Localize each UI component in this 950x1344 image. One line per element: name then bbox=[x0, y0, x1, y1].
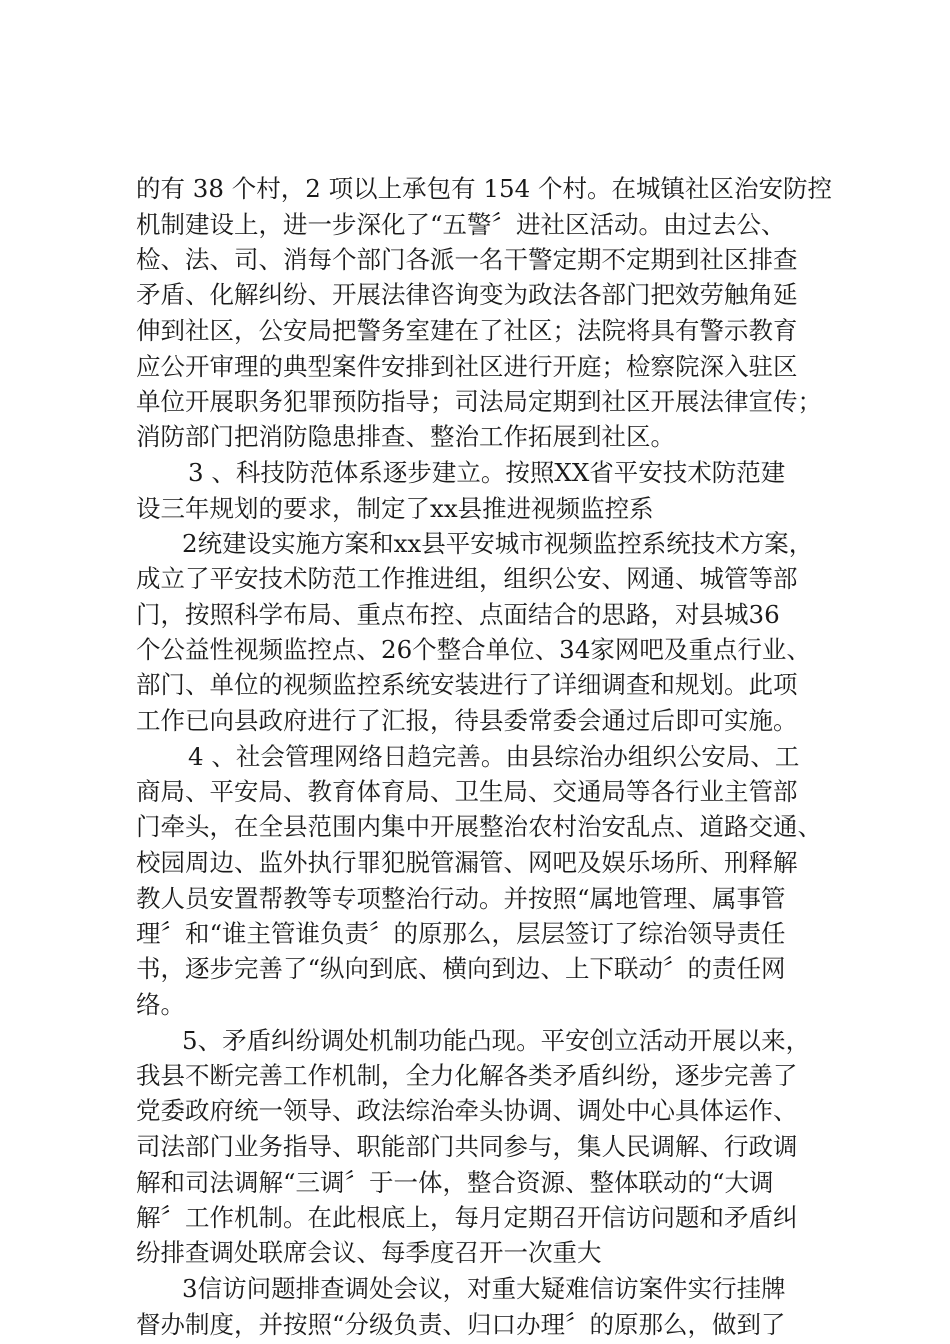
text-line: 应公开审理的典型案件安排到社区进行开庭；检察院深入驻区 bbox=[136, 352, 798, 381]
text-line: 机制建设上，进一步深化了“五警〞进社区活动。由过去公、 bbox=[136, 210, 786, 239]
text-line: 工作已向县政府进行了汇报，待县委常委会通过后即可实施。 bbox=[136, 706, 798, 735]
text-line: 我县不断完善工作机制，全力化解各类矛盾纠纷，逐步完善了 bbox=[136, 1061, 798, 1090]
text-line: 解和司法调解“三调〞于一体，整合资源、整体联动的“大调 bbox=[136, 1168, 774, 1197]
text-line: 单位开展职务犯罪预防指导；司法局定期到社区开展法律宣传； bbox=[136, 387, 822, 416]
text-line: 党委政府统一领导、政法综治牵头协调、调处中心具体运作、 bbox=[136, 1096, 798, 1125]
text-line: 3 、科技防范体系逐步建立。按照XX省平安技术防范建 bbox=[188, 458, 786, 487]
text-line: 消防部门把消防隐患排查、整治工作拓展到社区。 bbox=[136, 422, 675, 451]
text-line: 教人员安置帮教等专项整治行动。并按照“属地管理、属事管 bbox=[136, 884, 786, 913]
text-line: 检、法、司、消每个部门各派一名干警定期不定期到社区排查 bbox=[136, 245, 798, 274]
text-line: 解〞工作机制。在此根底上，每月定期召开信访问题和矛盾纠 bbox=[136, 1203, 798, 1232]
text-line: 矛盾、化解纠纷、开展法律咨询变为政法各部门把效劳触角延 bbox=[136, 280, 798, 309]
text-line: 督办制度，并按照“分级负责、归口办理〞的原那么，做到了 bbox=[136, 1310, 786, 1339]
text-line: 伸到社区，公安局把警务室建在了社区；法院将具有警示教育 bbox=[136, 316, 798, 345]
text-line: 个公益性视频监控点、26个整合单位、34家网吧及重点行业、 bbox=[136, 635, 811, 664]
text-line: 的有 38 个村，2 项以上承包有 154 个村。在城镇社区治安防控 bbox=[136, 174, 832, 203]
text-line: 门，按照科学布局、重点布控、点面结合的思路，对县城36 bbox=[136, 600, 780, 629]
text-line: 4 、社会管理网络日趋完善。由县综治办组织公安局、工 bbox=[188, 742, 800, 771]
text-line: 成立了平安技术防范工作推进组，组织公安、网通、城管等部 bbox=[136, 564, 798, 593]
text-line: 络。 bbox=[136, 990, 185, 1019]
text-line: 书，逐步完善了“纵向到底、横向到边、上下联动〞的责任网 bbox=[136, 954, 786, 983]
text-line: 门牵头，在全县范围内集中开展整治农村治安乱点、道路交通、 bbox=[136, 812, 822, 841]
text-line: 理〞和“谁主管谁负责〞的原那么，层层签订了综治领导责任 bbox=[136, 919, 786, 948]
text-line: 设三年规划的要求，制定了xx县推进视频监控系 bbox=[136, 494, 654, 523]
text-line: 2统建设实施方案和xx县平安城市视频监控系统技术方案， bbox=[182, 529, 814, 558]
text-line: 部门、单位的视频监控系统安装进行了详细调查和规划。此项 bbox=[136, 670, 798, 699]
text-line: 司法部门业务指导、职能部门共同参与，集人民调解、行政调 bbox=[136, 1132, 798, 1161]
text-line: 5、矛盾纠纷调处机制功能凸现。平安创立活动开展以来， bbox=[182, 1026, 811, 1055]
text-line: 商局、平安局、教育体育局、卫生局、交通局等各行业主管部 bbox=[136, 777, 798, 806]
text-line: 纷排查调处联席会议、每季度召开一次重大 bbox=[136, 1238, 602, 1267]
text-line: 校园周边、监外执行罪犯脱管漏管、网吧及娱乐场所、刑释解 bbox=[136, 848, 798, 877]
text-line: 3信访问题排查调处会议，对重大疑难信访案件实行挂牌 bbox=[182, 1274, 786, 1303]
